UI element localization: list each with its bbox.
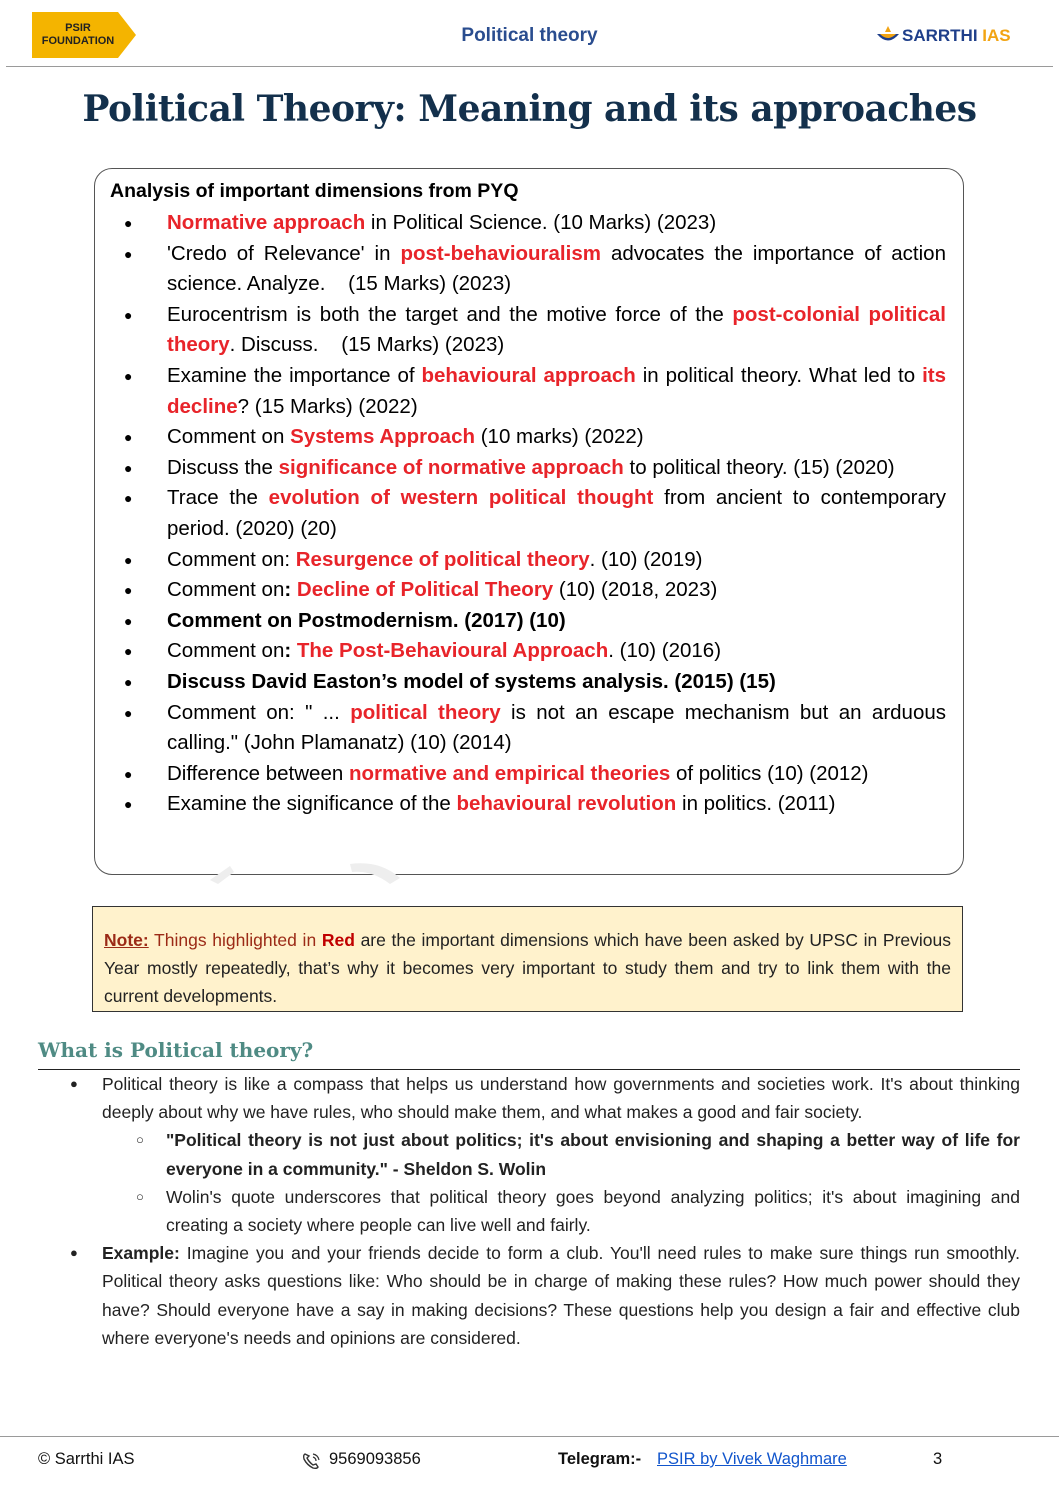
sub-list (102, 1126, 1020, 1239)
pyq-item: ● Comment on Systems Approach (10 marks) (2022) (124, 422, 946, 453)
page-number: 3 (933, 1450, 943, 1468)
pyq-item: ● Comment on: The Post-Behavioural Approach. (10) (2016) (124, 636, 946, 667)
footer-phone: 9569093856 (329, 1450, 421, 1468)
phone-icon (301, 1451, 323, 1471)
sub-item: ○ Wolin's quote underscores that political theory goes beyond analyzing politics; it's about imagining and creating a society where people can live well and fairly. (102, 1183, 1020, 1239)
pyq-item: ● Examine the importance of behavioural approach in political theory. What led to its decline? (15 Marks) (2022) (124, 361, 946, 422)
pyq-item: ● Normative approach in Political Science. (10 Marks) (2023) (124, 208, 946, 239)
pyq-item: ● Trace the evolution of western political thought from ancient to contemporary period. (2020) (20) (124, 483, 946, 544)
note-label: Note: (104, 930, 149, 950)
page-title: Political Theory: Meaning and its approaches (82, 88, 977, 130)
pyq-item: ● 'Credo of Relevance' in post-behaviouralism advocates the importance of action science. Analyze. (15 Marks) (2023) (124, 239, 946, 300)
footer-divider (0, 1436, 1059, 1437)
pyq-item: ● Difference between normative and empirical theories of politics (10) (2012) (124, 759, 946, 790)
quote-item: ○ "Political theory is not just about politics; it's about envisioning and shaping a better way of life for everyone in a community." - Sheldon S. Wolin (102, 1126, 1020, 1182)
logo-line-1: PSIR (65, 22, 91, 34)
note-box: Note: Things highlighted in Red are the important dimensions which have been asked by UPSC in Previous Year mostly repeatedly, that’s why it becomes very important to study them and try to link them with the current developments. (92, 906, 963, 1012)
pyq-item: ● Comment on: Resurgence of political theory. (10) (2019) (124, 545, 946, 576)
footer-telegram-label: Telegram:- (558, 1450, 642, 1468)
footer-telegram-link[interactable]: PSIR by Vivek Waghmare (657, 1450, 847, 1468)
brand-lamp-icon (876, 25, 900, 47)
header-divider (6, 66, 1053, 67)
pyq-item: ● Comment on: " ... political theory is not an escape mechanism but an arduous calling." (John Plamanatz) (10) (2014) (124, 698, 946, 759)
list-item: ● Example: Imagine you and your friends decide to form a club. You'll need rules to make sure things run smoothly. Political theory asks questions like: Who should be in charge of making these rules? How much power should they have? Should everyone have a say in making decisions? These questions help you design a fair and effective club where everyone's needs and opinions are considered. (70, 1239, 1020, 1352)
pyq-heading: Analysis of important dimensions from PYQ (110, 180, 519, 202)
logo-line-2: FOUNDATION (41, 35, 115, 47)
brand-main: SARRTHI (902, 26, 978, 45)
list-item: ● Political theory is like a compass that helps us understand how governments and societies work. It's about thinking deeply about why we have rules, who should make them, and what makes a good and fair society. ○ "Political theory is not just about politics; it's about envisioning and shaping a better way of life for everyone in a community." - Sheldon S. Wolin ○ Wolin's quote underscores that political theory goes beyond analyzing politics; it's about imagining and creating a society where people can live well and fairly. (70, 1070, 1020, 1239)
brand-suffix: IAS (982, 26, 1011, 45)
pyq-item: ● Discuss David Easton’s model of systems analysis. (2015) (15) (124, 667, 946, 698)
section-heading: What is Political theory? (38, 1038, 314, 1062)
pyq-item: ● Comment on Postmodernism. (2017) (10) (124, 606, 946, 637)
pyq-item: ● Comment on: Decline of Political Theory (10) (2018, 2023) (124, 575, 946, 606)
pyq-item: ● Eurocentrism is both the target and the motive force of the post-colonial political theory. Discuss. (15 Marks) (2023) (124, 300, 946, 361)
header-subject: Political theory (461, 25, 598, 46)
footer-copyright: © Sarrthi IAS (38, 1450, 135, 1468)
watermark-graphic (200, 860, 420, 900)
sarrthi-ias-logo (876, 24, 1016, 48)
pyq-item: ● Discuss the significance of normative approach to political theory. (15) (2020) (124, 453, 946, 484)
content-list (70, 1070, 1020, 1352)
pyq-list (124, 208, 946, 820)
pyq-item: ● Examine the significance of the behavioural revolution in politics. (2011) (124, 789, 946, 820)
